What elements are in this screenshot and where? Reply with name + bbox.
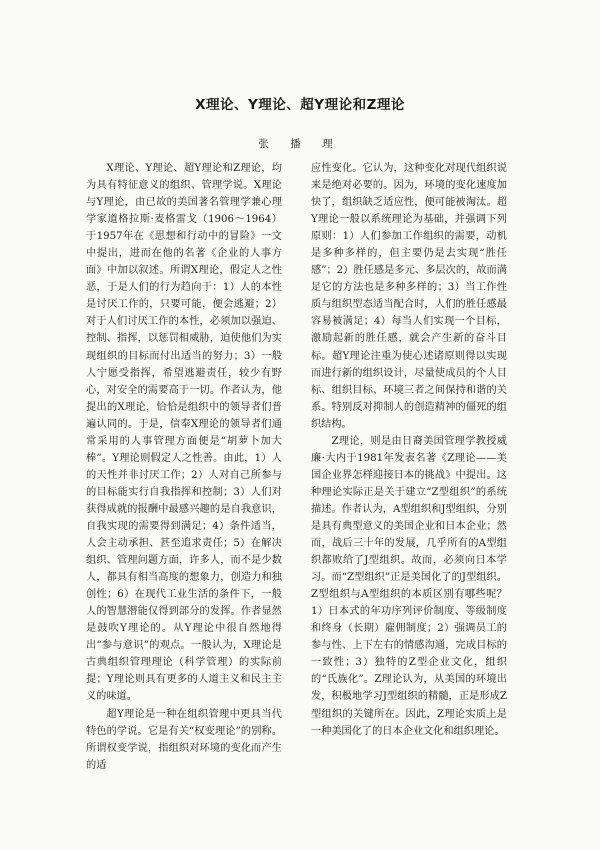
paragraph-z-theory: Z理论，则是由日裔美国管理学教授威廉·大内于1981年发表名著《Z理论——美国企业界怎样迎接日本的挑战》中提出。这种理论实际正是关于建立“Z型组织”的系统描述。作者认为，A型组织和J型组织，分别是具有典型意义的美国企业和日本企业；然而，战后三十年的发展，几乎所有的A型组织都败给了J型组织。故而，必须向日本学习。而“Z型组织”正是美国化了的J型组织。Z型组织与A型组织的本质区别有哪些呢？1）日本式的年功序列评价制度、等级制度和终身（长期）雇佣制度；2）强调员工的参与性、上下左右的情感沟通，完成目标的一致性；3）独特的Z型企业文化，组织的“氏族化”。Z理论认为，从美国的环境出发，积极地学习J型组织的精髓，正是形成Z型组织的关键所在。因此，Z理论实质上是一种美国化了的日本企业文化和组织理论。 bbox=[311, 435, 507, 737]
right-column bbox=[311, 160, 507, 740]
article-title: X理论、Y理论、超Y理论和Z理论 bbox=[195, 97, 405, 113]
article-author: 张 播 理 bbox=[258, 138, 342, 150]
paragraph-x-y-theory: X理论、Y理论、超Y理论和Z理论，均为具有特征意义的组织、管理学说。X理论与Y理论，由已故的美国著名管理学兼心理学家道格拉斯·麦格雷戈（1906～1964）于1957年在《思想和行动中的冒险》一文中提出，进而在他的名著《企业的人事方面》中加以叙述。所谓X理论，假定人之性恶，于是人们的行为趋向于：1）人的本性是讨厌工作的，只要可能，便会逃避；2）对于人们讨厌工作的本性，必须加以强迫、控制、指挥，以惩罚相威胁，迫使他们为实现组织的目标而付出适当的努力；3）一般人宁愿受指挥，希望逃避责任，较少有野心，对安全的需要高于一切。作者认为，他提出的X理论，恰恰是组织中的领导者们普遍认同的。于是，信奉X理论的领导者们通常采用的人事管理方面便是“胡萝卜加大棒”。Y理论则假定人之性善。由此，1）人的天性并非讨厌工作；2）人对自己所参与的目标能实行自我指挥和控制；3）人们对获得成就的报酬中最感兴趣的是自我意识，自我实现的需要得到满足；4）条件适当，人会主动承担、甚至追求责任；5）在解决组织、管理问题方面，许多人，而不是少数人，都具有相当高度的想象力，创造力和独创性；6）在现代工业生活的条件下，一般人的智慧潜能仅得到部分的发挥。作者显然是鼓吹Y理论的。从Y理论中很自然地得出“参与意识”的观点。一般认为，X理论是古典组织管理理论（科学管理）的实际前提；Y理论则具有更多的人道主义和民主主义的味道。 bbox=[86, 163, 282, 703]
left-column bbox=[86, 160, 282, 774]
paragraph-super-y-theory: 超Y理论是一种在组织管理中更具当代特色的学说。它是有关“权变理论”的别称。所谓权变学说，指组织对环境的变化而产生的适 bbox=[86, 708, 282, 771]
paragraph-super-y-continued: 应性变化。它认为，这种变化对现代组织说来是绝对必要的。因为，环境的变化速度加快了，组织缺乏适应性，便可能被淘汰。超Y理论一般以系统理论为基础，并强调下列原则：1）人们参加工作组织的需要，动机是多种多样的，但主要仍是去实现“胜任感”；2）胜任感是多元、多层次的，故而满足它的方法也是多种多样的；3）当工作性质与组织型态适当配合时，人们的胜任感最容易被满足；4）每当人们实现一个目标，激励起新的胜任感，就会产生新的奋斗目标。超Y理论注重为使心述诸原则得以实现而进行新的组织设计，尽量使成员的个人目标、组织目标、环境三者之间保持和谐的关系。特别反对抑制人的创造精神的僵死的组织结构。 bbox=[311, 163, 507, 430]
